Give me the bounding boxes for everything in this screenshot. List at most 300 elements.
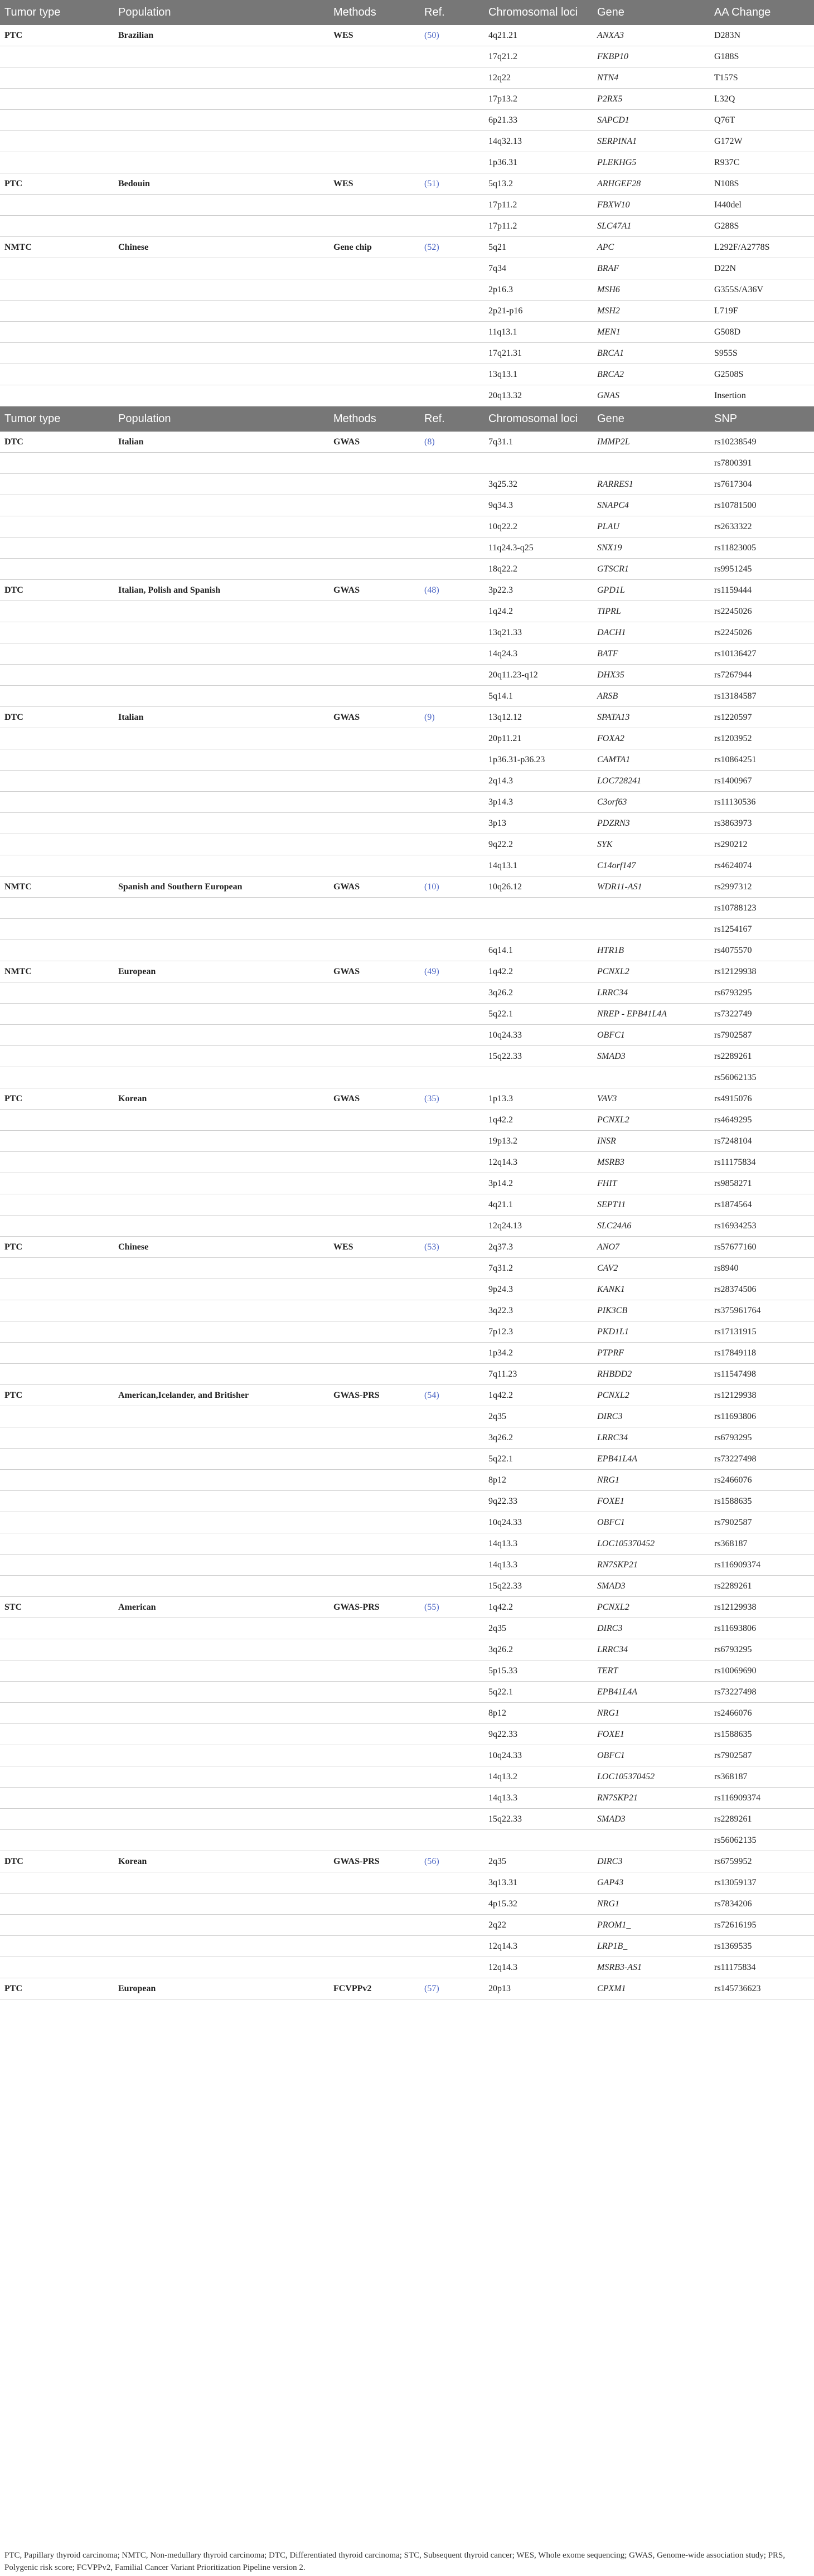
population-cell: Italian, Polish and Spanish (112, 580, 327, 601)
chromosomal-locus-cell: 3q13.31 (482, 1872, 590, 1894)
chromosomal-locus-cell: 3p14.2 (482, 1173, 590, 1194)
method-cell (327, 1809, 418, 1830)
variant-cell: rs7902587 (708, 1512, 814, 1533)
table-row (0, 1279, 814, 1300)
gene-cell: BRCA1 (590, 343, 708, 364)
table-row (0, 364, 814, 385)
gene-cell: PCNXL2 (590, 961, 708, 982)
method-cell (327, 364, 418, 385)
population-cell (112, 516, 327, 538)
chromosomal-locus-cell: 2p16.3 (482, 279, 590, 301)
method-cell (327, 898, 418, 919)
table-row (0, 749, 814, 771)
ref-cell (418, 813, 482, 834)
tumor-type-cell (0, 728, 112, 749)
ref-cell: (57) (418, 1978, 482, 1999)
method-cell (327, 495, 418, 516)
population-cell (112, 1682, 327, 1703)
variant-cell: rs2289261 (708, 1809, 814, 1830)
population-cell (112, 1533, 327, 1555)
chromosomal-locus-cell: 1q42.2 (482, 1385, 590, 1406)
tumor-type-cell (0, 216, 112, 237)
gene-cell: PCNXL2 (590, 1385, 708, 1406)
table-row (0, 279, 814, 301)
ref-cell: (55) (418, 1597, 482, 1618)
method-cell (327, 1724, 418, 1745)
method-cell (327, 834, 418, 855)
gene-cell: EPB41L4A (590, 1682, 708, 1703)
tumor-type-cell (0, 195, 112, 216)
column-header-tumor-type: Tumor type (0, 406, 112, 432)
variant-cell: rs4649295 (708, 1110, 814, 1131)
table-row (0, 982, 814, 1004)
gene-cell: RARRES1 (590, 474, 708, 495)
chromosomal-locus-cell: 14q13.3 (482, 1788, 590, 1809)
table-row (0, 1491, 814, 1512)
table-row (0, 1745, 814, 1766)
gene-cell: INSR (590, 1131, 708, 1152)
method-cell (327, 1406, 418, 1427)
variant-cell: rs72616195 (708, 1915, 814, 1936)
table-row (0, 877, 814, 898)
variant-cell: L32Q (708, 89, 814, 110)
table-row (0, 1555, 814, 1576)
population-cell (112, 67, 327, 89)
population-cell: Spanish and Southern European (112, 877, 327, 898)
gene-cell: WDR11-AS1 (590, 877, 708, 898)
tumor-type-cell (0, 322, 112, 343)
ref-cell (418, 665, 482, 686)
gene-cell: C3orf63 (590, 792, 708, 813)
method-cell (327, 1194, 418, 1216)
table-row (0, 301, 814, 322)
chromosomal-locus-cell: 10q24.33 (482, 1025, 590, 1046)
ref-cell (418, 1724, 482, 1745)
tumor-type-cell (0, 559, 112, 580)
variant-cell: rs8940 (708, 1258, 814, 1279)
ref-cell (418, 1046, 482, 1067)
chromosomal-locus-cell: 5q13.2 (482, 173, 590, 195)
gene-cell: PDZRN3 (590, 813, 708, 834)
variant-cell: rs1203952 (708, 728, 814, 749)
ref-cell (418, 1809, 482, 1830)
table-row (0, 686, 814, 707)
table-row (0, 1470, 814, 1491)
gene-cell: SMAD3 (590, 1809, 708, 1830)
gene-cell: TIPRL (590, 601, 708, 622)
tumor-type-cell (0, 46, 112, 67)
method-cell (327, 792, 418, 813)
gene-cell: LOC728241 (590, 771, 708, 792)
method-cell (327, 1470, 418, 1491)
tumor-type-cell (0, 1894, 112, 1915)
population-cell (112, 385, 327, 406)
chromosomal-locus-cell: 20p13 (482, 1978, 590, 1999)
chromosomal-locus-cell: 2q14.3 (482, 771, 590, 792)
gene-cell (590, 453, 708, 474)
variant-cell: rs2997312 (708, 877, 814, 898)
ref-cell (418, 855, 482, 877)
table-row (0, 961, 814, 982)
ref-cell (418, 1660, 482, 1682)
variant-cell: rs11130536 (708, 792, 814, 813)
variant-cell: rs2633322 (708, 516, 814, 538)
variant-cell: rs6793295 (708, 982, 814, 1004)
chromosomal-locus-cell: 3p22.3 (482, 580, 590, 601)
method-cell (327, 195, 418, 216)
ref-cell (418, 1872, 482, 1894)
tumor-type-cell (0, 1703, 112, 1724)
ref-cell (418, 1830, 482, 1851)
table-row (0, 1597, 814, 1618)
ref-cell (418, 1427, 482, 1449)
tumor-type-cell (0, 940, 112, 961)
gene-cell: NRG1 (590, 1894, 708, 1915)
gene-cell: OBFC1 (590, 1745, 708, 1766)
gene-cell: C14orf147 (590, 855, 708, 877)
table-row (0, 516, 814, 538)
ref-cell (418, 1491, 482, 1512)
method-cell: GWAS (327, 1088, 418, 1110)
ref-cell (418, 1533, 482, 1555)
ref-cell (418, 1682, 482, 1703)
ref-cell (418, 728, 482, 749)
ref-cell (418, 1745, 482, 1766)
ref-cell (418, 1131, 482, 1152)
population-cell (112, 1512, 327, 1533)
table-row (0, 1809, 814, 1830)
table-row (0, 1872, 814, 1894)
population-cell (112, 216, 327, 237)
population-cell (112, 1724, 327, 1745)
method-cell (327, 1618, 418, 1639)
table-row (0, 1406, 814, 1427)
tumor-type-cell (0, 665, 112, 686)
method-cell (327, 1915, 418, 1936)
gene-cell: SAPCD1 (590, 110, 708, 131)
ref-cell (418, 1152, 482, 1173)
population-cell (112, 1216, 327, 1237)
gene-cell: VAV3 (590, 1088, 708, 1110)
gene-cell: PROM1_ (590, 1915, 708, 1936)
tumor-type-cell (0, 1152, 112, 1173)
table-row (0, 1046, 814, 1067)
chromosomal-locus-cell: 12q14.3 (482, 1957, 590, 1978)
table-row (0, 1110, 814, 1131)
population-cell: European (112, 961, 327, 982)
chromosomal-locus-cell: 2p21-p16 (482, 301, 590, 322)
tumor-type-cell: NMTC (0, 877, 112, 898)
variant-cell: rs7902587 (708, 1745, 814, 1766)
gene-cell: PTPRF (590, 1343, 708, 1364)
gene-cell: GPD1L (590, 580, 708, 601)
gene-cell: PLAU (590, 516, 708, 538)
variant-cell: rs1220597 (708, 707, 814, 728)
variant-cell: rs290212 (708, 834, 814, 855)
chromosomal-locus-cell: 20p11.21 (482, 728, 590, 749)
method-cell (327, 1703, 418, 1724)
population-cell (112, 1576, 327, 1597)
ref-cell (418, 1279, 482, 1300)
chromosomal-locus-cell (482, 1830, 590, 1851)
column-header-population: Population (112, 0, 327, 25)
chromosomal-locus-cell: 20q11.23-q12 (482, 665, 590, 686)
tumor-type-cell (0, 1067, 112, 1088)
gene-cell: FOXE1 (590, 1724, 708, 1745)
tumor-type-cell (0, 495, 112, 516)
table-row (0, 1915, 814, 1936)
tumor-type-cell (0, 1533, 112, 1555)
column-header-gene: Gene (590, 406, 708, 432)
table-row (0, 216, 814, 237)
variant-cell: rs7267944 (708, 665, 814, 686)
tumor-type-cell (0, 1279, 112, 1300)
ref-cell (418, 1406, 482, 1427)
chromosomal-locus-cell: 5p15.33 (482, 1660, 590, 1682)
method-cell (327, 385, 418, 406)
column-header-method: Methods (327, 406, 418, 432)
chromosomal-locus-cell: 5q22.1 (482, 1682, 590, 1703)
population-cell (112, 1173, 327, 1194)
chromosomal-locus-cell: 17p13.2 (482, 89, 590, 110)
tumor-type-cell (0, 1131, 112, 1152)
method-cell (327, 1321, 418, 1343)
table-row (0, 474, 814, 495)
population-cell (112, 495, 327, 516)
population-cell (112, 622, 327, 643)
method-cell: GWAS-PRS (327, 1597, 418, 1618)
variant-cell: G288S (708, 216, 814, 237)
gene-cell: PCNXL2 (590, 1110, 708, 1131)
population-cell (112, 474, 327, 495)
table-row (0, 792, 814, 813)
chromosomal-locus-cell: 12q14.3 (482, 1936, 590, 1957)
gene-cell: PKD1L1 (590, 1321, 708, 1343)
population-cell (112, 1639, 327, 1660)
table-row (0, 1894, 814, 1915)
population-cell (112, 1703, 327, 1724)
variant-cell: Q76T (708, 110, 814, 131)
population-cell (112, 1449, 327, 1470)
tumor-type-cell (0, 89, 112, 110)
tumor-type-cell (0, 258, 112, 279)
chromosomal-locus-cell (482, 898, 590, 919)
method-cell (327, 279, 418, 301)
population-cell (112, 1343, 327, 1364)
column-header-population: Population (112, 406, 327, 432)
ref-cell (418, 1470, 482, 1491)
chromosomal-locus-cell: 17q21.31 (482, 343, 590, 364)
ref-cell (418, 622, 482, 643)
method-cell (327, 301, 418, 322)
method-cell (327, 1576, 418, 1597)
chromosomal-locus-cell: 13q13.1 (482, 364, 590, 385)
ref-cell (418, 1343, 482, 1364)
chromosomal-locus-cell: 10q22.2 (482, 516, 590, 538)
tumor-type-cell (0, 1046, 112, 1067)
table-footnote: PTC, Papillary thyroid carcinoma; NMTC, Non-medullary thyroid carcinoma; DTC, Differentiated thyroid carcinoma; STC, Subsequent thyroid cancer; WES, Whole exome sequencing; GWAS, Genome-wide association study; PRS, Polygenic risk score; FCVPPv2, Familial Cancer Variant Prioritization Pipeline version 2. (4, 2551, 786, 2572)
method-cell (327, 601, 418, 622)
table-row (0, 1173, 814, 1194)
population-cell: Italian (112, 707, 327, 728)
population-cell (112, 728, 327, 749)
variant-cell: N108S (708, 173, 814, 195)
variant-cell: rs12129938 (708, 1385, 814, 1406)
gene-cell: MSRB3-AS1 (590, 1957, 708, 1978)
ref-cell (418, 749, 482, 771)
method-cell (327, 728, 418, 749)
variant-cell: rs2245026 (708, 601, 814, 622)
ref-cell (418, 538, 482, 559)
method-cell (327, 1555, 418, 1576)
tumor-type-cell (0, 1766, 112, 1788)
chromosomal-locus-cell: 10q26.12 (482, 877, 590, 898)
method-cell (327, 1788, 418, 1809)
gene-cell: FOXA2 (590, 728, 708, 749)
method-cell (327, 1872, 418, 1894)
tumor-type-cell (0, 1258, 112, 1279)
chromosomal-locus-cell: 1p34.2 (482, 1343, 590, 1364)
method-cell (327, 1046, 418, 1067)
population-cell (112, 1745, 327, 1766)
variant-cell: G2508S (708, 364, 814, 385)
ref-cell (418, 1703, 482, 1724)
gene-cell: NREP - EPB41L4A (590, 1004, 708, 1025)
population-cell (112, 1321, 327, 1343)
variant-cell: G188S (708, 46, 814, 67)
gene-cell: SMAD3 (590, 1046, 708, 1067)
gene-cell: ANXA3 (590, 25, 708, 46)
gene-cell: OBFC1 (590, 1025, 708, 1046)
population-cell (112, 834, 327, 855)
method-cell: Gene chip (327, 237, 418, 258)
method-cell (327, 474, 418, 495)
method-cell (327, 1173, 418, 1194)
population-cell (112, 1258, 327, 1279)
chromosomal-locus-cell: 1p36.31 (482, 152, 590, 173)
method-cell (327, 813, 418, 834)
method-cell (327, 1216, 418, 1237)
table-row (0, 131, 814, 152)
gene-cell: DIRC3 (590, 1406, 708, 1427)
method-cell (327, 1449, 418, 1470)
method-cell (327, 622, 418, 643)
table-row (0, 622, 814, 643)
method-cell (327, 1427, 418, 1449)
population-cell: Italian (112, 432, 327, 453)
gene-cell: APC (590, 237, 708, 258)
ref-cell (418, 216, 482, 237)
gene-cell: BRCA2 (590, 364, 708, 385)
population-cell (112, 152, 327, 173)
variant-cell: rs10238549 (708, 432, 814, 453)
population-cell: Bedouin (112, 173, 327, 195)
method-cell (327, 771, 418, 792)
population-cell (112, 538, 327, 559)
tumor-type-cell (0, 749, 112, 771)
population-cell (112, 749, 327, 771)
chromosomal-locus-cell: 2q35 (482, 1618, 590, 1639)
variant-cell: rs145736623 (708, 1978, 814, 1999)
ref-cell (418, 1300, 482, 1321)
population-cell: Brazilian (112, 25, 327, 46)
table-row (0, 258, 814, 279)
ref-cell (418, 1766, 482, 1788)
chromosomal-locus-cell: 1p13.3 (482, 1088, 590, 1110)
chromosomal-locus-cell: 1p36.31-p36.23 (482, 749, 590, 771)
gene-cell: SLC47A1 (590, 216, 708, 237)
ref-cell (418, 1576, 482, 1597)
chromosomal-locus-cell: 13q21.33 (482, 622, 590, 643)
table-row (0, 1449, 814, 1470)
tumor-type-cell (0, 834, 112, 855)
ref-cell (418, 1321, 482, 1343)
gene-cell: NRG1 (590, 1703, 708, 1724)
variant-cell: rs368187 (708, 1766, 814, 1788)
method-cell: GWAS (327, 877, 418, 898)
ref-cell: (10) (418, 877, 482, 898)
ref-cell (418, 322, 482, 343)
tumor-type-cell: DTC (0, 580, 112, 601)
ref-cell (418, 1618, 482, 1639)
gene-cell: SNAPC4 (590, 495, 708, 516)
tumor-type-cell (0, 813, 112, 834)
method-cell (327, 1110, 418, 1131)
chromosomal-locus-cell (482, 1067, 590, 1088)
table-row (0, 1957, 814, 1978)
gene-cell: SLC24A6 (590, 1216, 708, 1237)
chromosomal-locus-cell: 1q42.2 (482, 1110, 590, 1131)
population-cell (112, 258, 327, 279)
variant-cell: G508D (708, 322, 814, 343)
ref-cell (418, 1110, 482, 1131)
chromosomal-locus-cell: 9q22.33 (482, 1491, 590, 1512)
table-row (0, 1703, 814, 1724)
ref-cell (418, 89, 482, 110)
tumor-type-cell: PTC (0, 1088, 112, 1110)
table-row (0, 432, 814, 453)
tumor-type-cell (0, 1957, 112, 1978)
gene-cell: RHBDD2 (590, 1364, 708, 1385)
method-cell (327, 1300, 418, 1321)
table-row (0, 813, 814, 834)
gene-cell: SERPINA1 (590, 131, 708, 152)
tumor-type-cell: NMTC (0, 961, 112, 982)
tumor-type-cell (0, 364, 112, 385)
table-row (0, 728, 814, 749)
tumor-type-cell (0, 67, 112, 89)
ref-cell (418, 1512, 482, 1533)
ref-cell (418, 453, 482, 474)
method-cell: GWAS-PRS (327, 1851, 418, 1872)
method-cell (327, 46, 418, 67)
chromosomal-locus-cell: 1q24.2 (482, 601, 590, 622)
table-row (0, 67, 814, 89)
tumor-type-cell (0, 152, 112, 173)
method-cell (327, 1258, 418, 1279)
ref-cell (418, 343, 482, 364)
ref-cell (418, 792, 482, 813)
column-header-ref: Ref. (418, 0, 482, 25)
table-row (0, 1639, 814, 1660)
tumor-type-cell (0, 131, 112, 152)
table-row (0, 1194, 814, 1216)
chromosomal-locus-cell: 12q24.13 (482, 1216, 590, 1237)
variant-cell: rs57677160 (708, 1237, 814, 1258)
chromosomal-locus-cell: 5q21 (482, 237, 590, 258)
population-cell (112, 1555, 327, 1576)
gene-cell: NTN4 (590, 67, 708, 89)
